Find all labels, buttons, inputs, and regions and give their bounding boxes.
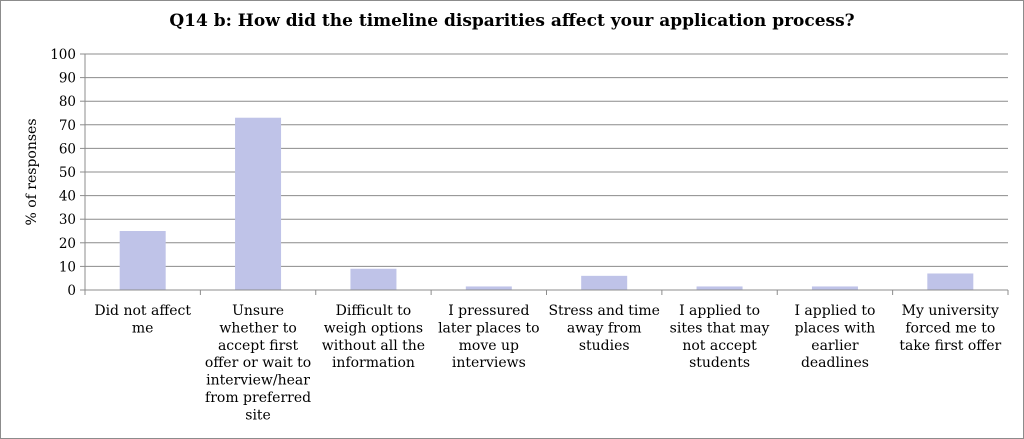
x-category-label-line: Unsure	[232, 303, 285, 319]
x-category-labels	[94, 303, 1001, 423]
x-category-label-line: later places to	[438, 320, 540, 337]
x-category-label-line: information	[331, 355, 415, 372]
x-category-label-line: Difficult to	[335, 303, 412, 319]
x-category-label-line: studies	[578, 337, 630, 354]
bar	[927, 273, 973, 290]
x-category-label-line: I applied to	[794, 303, 876, 319]
y-tick-label: 70	[58, 117, 76, 134]
y-tick-label: 0	[67, 283, 76, 299]
x-category-label-line: move up	[458, 337, 519, 354]
bar-chart	[1, 1, 1023, 438]
chart-title: Q14 b: How did the timeline disparities affect your application process?	[169, 11, 855, 31]
x-category-label-line: away from	[566, 320, 642, 337]
bar	[235, 118, 281, 290]
y-tick-labels	[50, 47, 76, 299]
x-category-label-line: sites that may	[669, 320, 770, 337]
x-category-label	[548, 303, 659, 354]
x-category-label	[438, 303, 539, 371]
y-tick-label: 100	[50, 47, 76, 63]
x-category-label	[322, 303, 425, 371]
x-category-label-line: Stress and time	[548, 303, 660, 319]
y-tick-label: 50	[58, 165, 76, 181]
bar	[812, 286, 858, 290]
x-category-label-line: whether to	[219, 320, 297, 337]
y-tick-label: 30	[58, 212, 76, 229]
gridlines	[85, 54, 1008, 266]
x-category-label	[205, 303, 311, 423]
x-category-label-line: accept first	[217, 337, 299, 354]
axes	[80, 54, 1008, 295]
x-category-label-line: places with	[794, 320, 876, 337]
y-tick-label: 90	[58, 70, 76, 87]
x-category-label-line: forced me to	[905, 320, 996, 337]
x-category-label-line: interviews	[451, 355, 526, 372]
bar	[466, 286, 512, 290]
x-category-label-line: offer or wait to	[204, 355, 312, 372]
y-tick-label: 40	[58, 188, 76, 205]
x-category-label-line: site	[245, 407, 271, 424]
x-category-label-line: My university	[901, 303, 999, 319]
bar	[697, 286, 743, 290]
x-category-label-line: weigh options	[323, 320, 424, 337]
y-axis-title: % of responses	[24, 118, 40, 226]
bar	[581, 276, 627, 290]
x-category-label-line: earlier	[811, 337, 859, 354]
x-category-label-line: deadlines	[800, 355, 869, 372]
y-tick-label: 60	[58, 141, 76, 158]
x-category-label-line: interview/hear	[206, 372, 310, 389]
x-category-label-line: students	[689, 355, 751, 372]
x-category-label-line: I pressured	[448, 303, 530, 319]
x-category-label-line: Did not affect	[94, 303, 192, 319]
x-category-label	[899, 303, 1001, 354]
x-category-label-line: without all the	[321, 337, 426, 354]
y-tick-label: 20	[58, 235, 76, 252]
bar	[120, 231, 166, 290]
x-category-label	[94, 303, 191, 336]
y-tick-label: 80	[58, 94, 76, 111]
x-category-label	[670, 303, 770, 371]
x-category-label-line: take first offer	[899, 337, 1002, 354]
x-category-label-line: not accept	[682, 337, 757, 354]
bars	[120, 118, 974, 290]
x-category-label-line: I applied to	[679, 303, 761, 319]
x-category-label-line: me	[131, 320, 154, 337]
y-tick-label: 10	[58, 259, 76, 276]
x-category-label	[794, 303, 875, 371]
x-category-label-line: from preferred	[205, 390, 312, 406]
bar	[350, 269, 396, 290]
